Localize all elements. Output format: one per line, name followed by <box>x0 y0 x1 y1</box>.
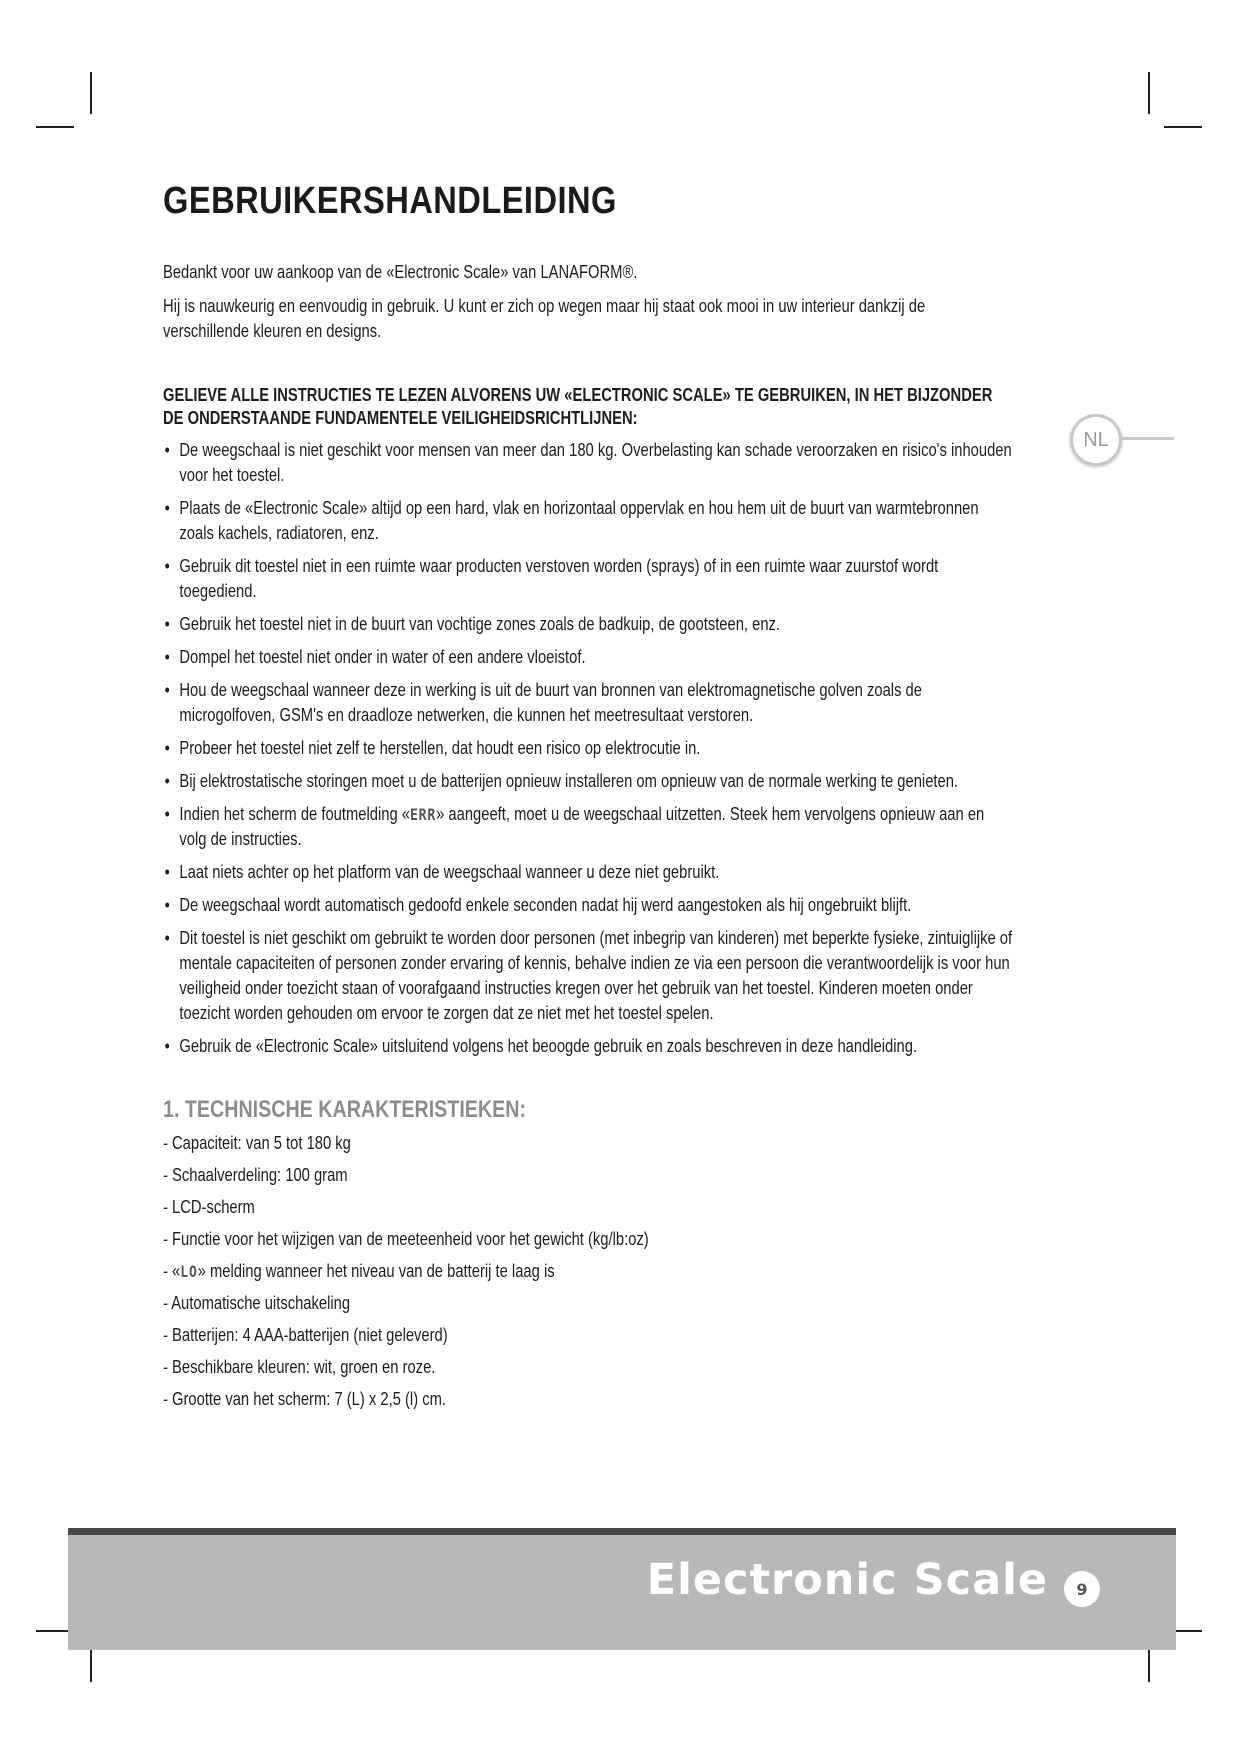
list-item-text: Hou de weegschaal wanneer deze in werking is uit de buurt van bronnen van elektromagnetische golven zoals de microgolfoven, GSM's en draadloze netwerken, die kunnen het meetresultaat verstoren. <box>179 680 922 725</box>
list-item <box>163 1034 1013 1059</box>
list-item-text: De weegschaal wordt automatisch gedoofd enkele seconden nadat hij werd aangestoken als hij ongebruikt blijft. <box>179 895 912 915</box>
safety-warning-heading: GELIEVE ALLE INSTRUCTIES TE LEZEN ALVORENS UW «ELECTRONIC SCALE» TE GEBRUIKEN, IN HET BIJZONDER DE ONDERSTAANDE FUNDAMENTELE VEILIGHEIDSRICHTLIJNEN: <box>163 385 993 428</box>
lo-lcd-code: LO <box>180 1262 198 1281</box>
bullet-icon: • <box>164 1036 170 1056</box>
list-item <box>163 554 1013 604</box>
list-item-text: Dompel het toestel niet onder in water of een andere vloeistof. <box>179 647 586 667</box>
bullet-icon: • <box>164 614 170 634</box>
list-item <box>163 736 1013 761</box>
language-badge: NL <box>1070 414 1122 466</box>
crop-mark <box>1164 126 1202 128</box>
spec-item: - Functie voor het wijzigen van de meeteenheid voor het gewicht (kg/lb:oz) <box>163 1229 649 1249</box>
lo-text-after: » melding wanneer het niveau van de batterij te laag is <box>197 1261 555 1281</box>
lo-text-before: - « <box>163 1261 181 1281</box>
footer-product-name: Electronic Scale <box>646 1555 1048 1605</box>
list-item <box>163 612 1013 637</box>
crop-mark <box>1148 72 1150 114</box>
spec-item: - Batterijen: 4 AAA-batterijen (niet geleverd) <box>163 1325 448 1345</box>
footer-band <box>68 1528 1176 1650</box>
list-item <box>163 860 1013 885</box>
list-item-text: De weegschaal is niet geschikt voor mensen van meer dan 180 kg. Overbelasting kan schade veroorzaken en risico's inhouden voor het toestel. <box>179 440 1012 485</box>
list-item <box>163 678 1013 728</box>
bullet-icon: • <box>164 498 170 518</box>
list-item-text: Probeer het toestel niet zelf te herstellen, dat houdt een risico op elektrocutie in. <box>179 738 701 758</box>
list-item <box>163 893 1013 918</box>
language-badge-line <box>1120 437 1174 440</box>
spec-item: - Schaalverdeling: 100 gram <box>163 1165 348 1185</box>
list-item <box>163 496 1013 546</box>
crop-mark <box>36 126 74 128</box>
bullet-icon: • <box>164 680 170 700</box>
err-lcd-code: ERR <box>409 805 437 824</box>
page-number: 9 <box>1064 1571 1100 1607</box>
intro-paragraph: Hij is nauwkeurig en eenvoudig in gebruik. U kunt er zich op wegen maar hij staat ook mooi in uw interieur dankzij de verschillende kleuren en designs. <box>163 296 926 341</box>
list-item <box>163 645 1013 670</box>
technical-specs-heading: 1. TECHNISCHE KARAKTERISTIEKEN: <box>163 1096 527 1123</box>
bullet-icon: • <box>164 862 170 882</box>
spec-item: - Automatische uitschakeling <box>163 1293 351 1313</box>
list-item-text: Gebruik dit toestel niet in een ruimte waar producten verstoven worden (sprays) of in een ruimte waar zuurstof wordt toegediend. <box>179 556 939 601</box>
bullet-icon: • <box>164 556 170 576</box>
bullet-icon: • <box>164 647 170 667</box>
spec-item: - Beschikbare kleuren: wit, groen en roze. <box>163 1357 436 1377</box>
bullet-icon: • <box>164 738 170 758</box>
list-item <box>163 438 1013 488</box>
list-item-text: Dit toestel is niet geschikt om gebruikt te worden door personen (met inbegrip van kinderen) met beperkte fysieke, zintuiglijke of mentale capaciteiten of personen zonder ervaring of kennis, behalve indien ze via een persoon die verantwoordelijk is voor hun veiligheid onder toezicht staan of voorafgaand instructies kregen over het gebruik van het toestel. Kinderen moeten onder toezicht worden gehouden om ervoor te zorgen dat ze niet met het toestel spelen. <box>179 928 1013 1023</box>
bullet-icon: • <box>164 928 170 948</box>
spec-item-lo <box>163 1259 1013 1284</box>
list-item-err <box>163 802 1013 852</box>
list-item-text: Laat niets achter op het platform van de weegschaal wanneer u deze niet gebruikt. <box>179 862 720 882</box>
body-text <box>163 260 1013 1412</box>
err-text-after: » aangeeft, moet u de weegschaal uitzetten. Steek hem vervolgens opnieuw aan en volg de instructies. <box>179 804 985 849</box>
err-text-before: Indien het scherm de foutmelding « <box>179 804 410 824</box>
list-item-text: Gebruik het toestel niet in de buurt van vochtige zones zoals de badkuip, de gootsteen, enz. <box>179 614 781 634</box>
crop-mark <box>90 72 92 114</box>
intro <box>163 260 1013 344</box>
list-item <box>163 769 1013 794</box>
bullet-icon: • <box>164 804 170 824</box>
spec-item: - LCD-scherm <box>163 1197 255 1217</box>
spec-item: - Grootte van het scherm: 7 (L) x 2,5 (l) cm. <box>163 1389 446 1409</box>
list-item <box>163 926 1013 1026</box>
list-item-text: Gebruik de «Electronic Scale» uitsluitend volgens het beoogde gebruik en zoals beschreven in deze handleiding. <box>179 1036 918 1056</box>
bullet-icon: • <box>164 771 170 791</box>
intro-paragraph: Bedankt voor uw aankoop van de «Electronic Scale» van LANAFORM®. <box>163 262 638 282</box>
safety-list <box>163 438 1013 1059</box>
list-item-text: Plaats de «Electronic Scale» altijd op een hard, vlak en horizontaal oppervlak en hou hem uit de buurt van warmtebronnen zoals kachels, radiatoren, enz. <box>179 498 979 543</box>
bullet-icon: • <box>164 895 170 915</box>
page-content <box>163 180 1013 1419</box>
specs-list <box>163 1131 1013 1412</box>
page-title: GEBRUIKERSHANDLEIDING <box>163 180 617 222</box>
bullet-icon: • <box>164 440 170 460</box>
spec-item: - Capaciteit: van 5 tot 180 kg <box>163 1133 351 1153</box>
list-item-text: Bij elektrostatische storingen moet u de batterijen opnieuw installeren om opnieuw van de normale werking te genieten. <box>179 771 959 791</box>
